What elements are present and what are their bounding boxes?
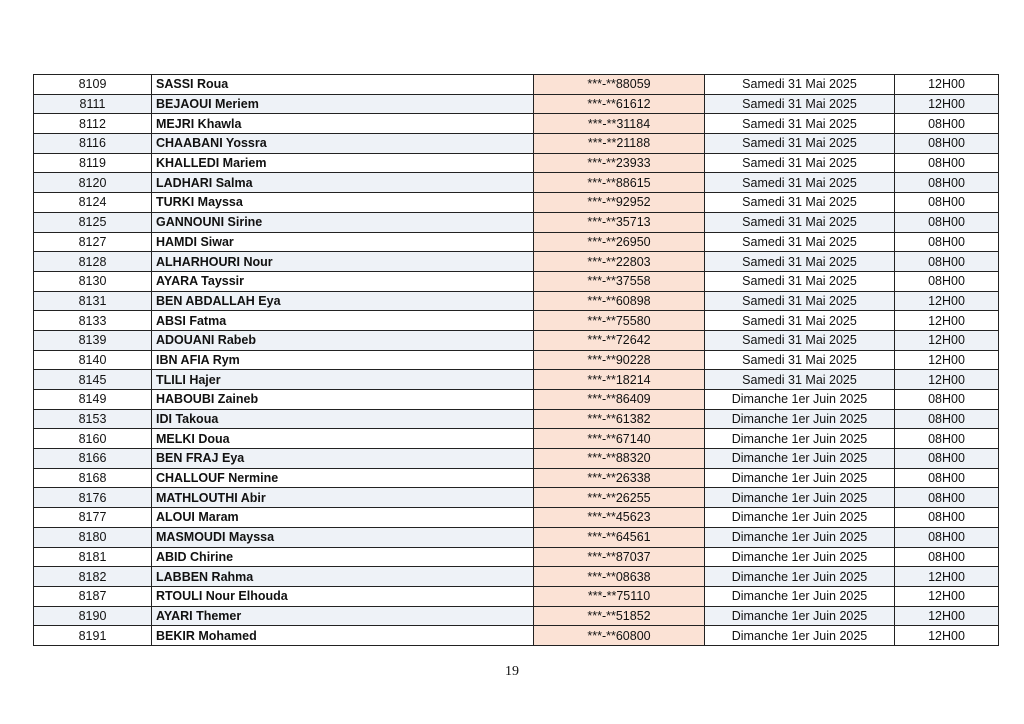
masked-id-cell: ***-**92952 [534, 193, 705, 213]
student-id-cell: 8128 [34, 252, 152, 272]
exam-date-cell: Samedi 31 Mai 2025 [705, 232, 895, 252]
student-name-cell: TLILI Hajer [152, 370, 534, 390]
table-row [34, 311, 999, 331]
student-id-cell: 8182 [34, 567, 152, 587]
student-id-cell: 8119 [34, 153, 152, 173]
masked-id-cell: ***-**60800 [534, 626, 705, 646]
student-id-cell: 8116 [34, 134, 152, 154]
exam-time-cell: 08H00 [895, 212, 999, 232]
student-name-cell: MATHLOUTHI Abir [152, 488, 534, 508]
student-name-cell: GANNOUNI Sirine [152, 212, 534, 232]
exam-time-cell: 08H00 [895, 508, 999, 528]
table-row [34, 567, 999, 587]
student-name-cell: HABOUBI Zaineb [152, 390, 534, 410]
table-row [34, 75, 999, 95]
table-row [34, 488, 999, 508]
student-id-cell: 8181 [34, 547, 152, 567]
exam-time-cell: 08H00 [895, 449, 999, 469]
exam-time-cell: 08H00 [895, 232, 999, 252]
exam-date-cell: Dimanche 1er Juin 2025 [705, 409, 895, 429]
exam-date-cell: Dimanche 1er Juin 2025 [705, 390, 895, 410]
table-row [34, 291, 999, 311]
exam-date-cell: Samedi 31 Mai 2025 [705, 350, 895, 370]
exam-date-cell: Samedi 31 Mai 2025 [705, 291, 895, 311]
exam-date-cell: Samedi 31 Mai 2025 [705, 212, 895, 232]
student-id-cell: 8168 [34, 468, 152, 488]
masked-id-cell: ***-**37558 [534, 271, 705, 291]
exam-date-cell: Samedi 31 Mai 2025 [705, 134, 895, 154]
exam-time-cell: 08H00 [895, 547, 999, 567]
exam-time-cell: 08H00 [895, 409, 999, 429]
masked-id-cell: ***-**22803 [534, 252, 705, 272]
student-name-cell: MASMOUDI Mayssa [152, 527, 534, 547]
student-name-cell: AYARA Tayssir [152, 271, 534, 291]
table-row [34, 429, 999, 449]
table-row [34, 547, 999, 567]
student-id-cell: 8127 [34, 232, 152, 252]
table-row [34, 134, 999, 154]
student-name-cell: RTOULI Nour Elhouda [152, 586, 534, 606]
schedule-table-body [34, 75, 999, 646]
student-name-cell: LADHARI Salma [152, 173, 534, 193]
student-id-cell: 8187 [34, 586, 152, 606]
exam-date-cell: Samedi 31 Mai 2025 [705, 94, 895, 114]
exam-date-cell: Samedi 31 Mai 2025 [705, 370, 895, 390]
exam-date-cell: Samedi 31 Mai 2025 [705, 271, 895, 291]
exam-date-cell: Samedi 31 Mai 2025 [705, 75, 895, 95]
exam-time-cell: 12H00 [895, 311, 999, 331]
exam-time-cell: 08H00 [895, 390, 999, 410]
table-row [34, 232, 999, 252]
student-id-cell: 8111 [34, 94, 152, 114]
page-number: 19 [505, 664, 519, 679]
student-id-cell: 8124 [34, 193, 152, 213]
student-name-cell: IBN AFIA Rym [152, 350, 534, 370]
exam-time-cell: 08H00 [895, 468, 999, 488]
table-row [34, 252, 999, 272]
student-id-cell: 8125 [34, 212, 152, 232]
student-name-cell: CHAABANI Yossra [152, 134, 534, 154]
exam-time-cell: 08H00 [895, 488, 999, 508]
table-row [34, 527, 999, 547]
student-id-cell: 8177 [34, 508, 152, 528]
exam-time-cell: 08H00 [895, 134, 999, 154]
student-name-cell: MELKI Doua [152, 429, 534, 449]
exam-time-cell: 12H00 [895, 94, 999, 114]
student-id-cell: 8131 [34, 291, 152, 311]
exam-time-cell: 08H00 [895, 271, 999, 291]
student-name-cell: ADOUANI Rabeb [152, 330, 534, 350]
table-row [34, 508, 999, 528]
exam-time-cell: 12H00 [895, 370, 999, 390]
student-name-cell: CHALLOUF Nermine [152, 468, 534, 488]
student-name-cell: LABBEN Rahma [152, 567, 534, 587]
exam-date-cell: Samedi 31 Mai 2025 [705, 193, 895, 213]
masked-id-cell: ***-**26950 [534, 232, 705, 252]
student-id-cell: 8145 [34, 370, 152, 390]
table-row [34, 468, 999, 488]
student-name-cell: BEKIR Mohamed [152, 626, 534, 646]
student-name-cell: SASSI Roua [152, 75, 534, 95]
masked-id-cell: ***-**18214 [534, 370, 705, 390]
masked-id-cell: ***-**75110 [534, 586, 705, 606]
masked-id-cell: ***-**88059 [534, 75, 705, 95]
table-row [34, 586, 999, 606]
masked-id-cell: ***-**75580 [534, 311, 705, 331]
exam-date-cell: Samedi 31 Mai 2025 [705, 252, 895, 272]
student-id-cell: 8112 [34, 114, 152, 134]
table-row [34, 409, 999, 429]
student-name-cell: IDI Takoua [152, 409, 534, 429]
exam-date-cell: Dimanche 1er Juin 2025 [705, 547, 895, 567]
table-row [34, 330, 999, 350]
student-name-cell: HAMDI Siwar [152, 232, 534, 252]
table-row [34, 350, 999, 370]
exam-time-cell: 08H00 [895, 193, 999, 213]
student-name-cell: ALOUI Maram [152, 508, 534, 528]
exam-date-cell: Dimanche 1er Juin 2025 [705, 527, 895, 547]
student-id-cell: 8140 [34, 350, 152, 370]
exam-time-cell: 12H00 [895, 626, 999, 646]
student-id-cell: 8190 [34, 606, 152, 626]
student-id-cell: 8176 [34, 488, 152, 508]
exam-date-cell: Dimanche 1er Juin 2025 [705, 449, 895, 469]
masked-id-cell: ***-**60898 [534, 291, 705, 311]
exam-time-cell: 12H00 [895, 75, 999, 95]
student-id-cell: 8109 [34, 75, 152, 95]
exam-time-cell: 08H00 [895, 429, 999, 449]
student-name-cell: ABID Chirine [152, 547, 534, 567]
table-row [34, 390, 999, 410]
student-id-cell: 8191 [34, 626, 152, 646]
exam-date-cell: Samedi 31 Mai 2025 [705, 311, 895, 331]
table-row [34, 626, 999, 646]
student-name-cell: MEJRI Khawla [152, 114, 534, 134]
masked-id-cell: ***-**45623 [534, 508, 705, 528]
student-id-cell: 8120 [34, 173, 152, 193]
exam-date-cell: Dimanche 1er Juin 2025 [705, 606, 895, 626]
student-name-cell: BEJAOUI Meriem [152, 94, 534, 114]
table-row [34, 153, 999, 173]
exam-date-cell: Dimanche 1er Juin 2025 [705, 626, 895, 646]
schedule-table-container [33, 74, 998, 646]
exam-time-cell: 12H00 [895, 350, 999, 370]
exam-time-cell: 12H00 [895, 330, 999, 350]
student-id-cell: 8133 [34, 311, 152, 331]
student-id-cell: 8160 [34, 429, 152, 449]
exam-date-cell: Samedi 31 Mai 2025 [705, 173, 895, 193]
exam-time-cell: 08H00 [895, 173, 999, 193]
masked-id-cell: ***-**88320 [534, 449, 705, 469]
table-row [34, 449, 999, 469]
student-name-cell: ALHARHOURI Nour [152, 252, 534, 272]
student-name-cell: ABSI Fatma [152, 311, 534, 331]
student-id-cell: 8130 [34, 271, 152, 291]
student-name-cell: BEN ABDALLAH Eya [152, 291, 534, 311]
student-id-cell: 8153 [34, 409, 152, 429]
masked-id-cell: ***-**72642 [534, 330, 705, 350]
masked-id-cell: ***-**23933 [534, 153, 705, 173]
student-id-cell: 8139 [34, 330, 152, 350]
table-row [34, 271, 999, 291]
exam-date-cell: Dimanche 1er Juin 2025 [705, 488, 895, 508]
masked-id-cell: ***-**61382 [534, 409, 705, 429]
table-row [34, 606, 999, 626]
table-row [34, 114, 999, 134]
masked-id-cell: ***-**26338 [534, 468, 705, 488]
student-id-cell: 8149 [34, 390, 152, 410]
masked-id-cell: ***-**31184 [534, 114, 705, 134]
exam-time-cell: 12H00 [895, 567, 999, 587]
exam-date-cell: Dimanche 1er Juin 2025 [705, 567, 895, 587]
exam-date-cell: Dimanche 1er Juin 2025 [705, 468, 895, 488]
exam-time-cell: 08H00 [895, 114, 999, 134]
student-name-cell: AYARI Themer [152, 606, 534, 626]
student-id-cell: 8166 [34, 449, 152, 469]
masked-id-cell: ***-**64561 [534, 527, 705, 547]
masked-id-cell: ***-**87037 [534, 547, 705, 567]
exam-date-cell: Dimanche 1er Juin 2025 [705, 508, 895, 528]
masked-id-cell: ***-**86409 [534, 390, 705, 410]
schedule-table [33, 74, 999, 646]
student-name-cell: BEN FRAJ Eya [152, 449, 534, 469]
exam-time-cell: 08H00 [895, 153, 999, 173]
masked-id-cell: ***-**61612 [534, 94, 705, 114]
masked-id-cell: ***-**51852 [534, 606, 705, 626]
exam-time-cell: 08H00 [895, 527, 999, 547]
masked-id-cell: ***-**88615 [534, 173, 705, 193]
exam-date-cell: Samedi 31 Mai 2025 [705, 153, 895, 173]
table-row [34, 173, 999, 193]
exam-date-cell: Dimanche 1er Juin 2025 [705, 586, 895, 606]
masked-id-cell: ***-**90228 [534, 350, 705, 370]
table-row [34, 212, 999, 232]
student-name-cell: KHALLEDI Mariem [152, 153, 534, 173]
masked-id-cell: ***-**35713 [534, 212, 705, 232]
masked-id-cell: ***-**26255 [534, 488, 705, 508]
student-name-cell: TURKI Mayssa [152, 193, 534, 213]
table-row [34, 94, 999, 114]
exam-time-cell: 08H00 [895, 252, 999, 272]
exam-time-cell: 12H00 [895, 586, 999, 606]
exam-date-cell: Samedi 31 Mai 2025 [705, 114, 895, 134]
exam-time-cell: 12H00 [895, 291, 999, 311]
student-id-cell: 8180 [34, 527, 152, 547]
table-row [34, 193, 999, 213]
table-row [34, 370, 999, 390]
exam-time-cell: 12H00 [895, 606, 999, 626]
exam-date-cell: Samedi 31 Mai 2025 [705, 330, 895, 350]
masked-id-cell: ***-**21188 [534, 134, 705, 154]
exam-date-cell: Dimanche 1er Juin 2025 [705, 429, 895, 449]
masked-id-cell: ***-**08638 [534, 567, 705, 587]
masked-id-cell: ***-**67140 [534, 429, 705, 449]
